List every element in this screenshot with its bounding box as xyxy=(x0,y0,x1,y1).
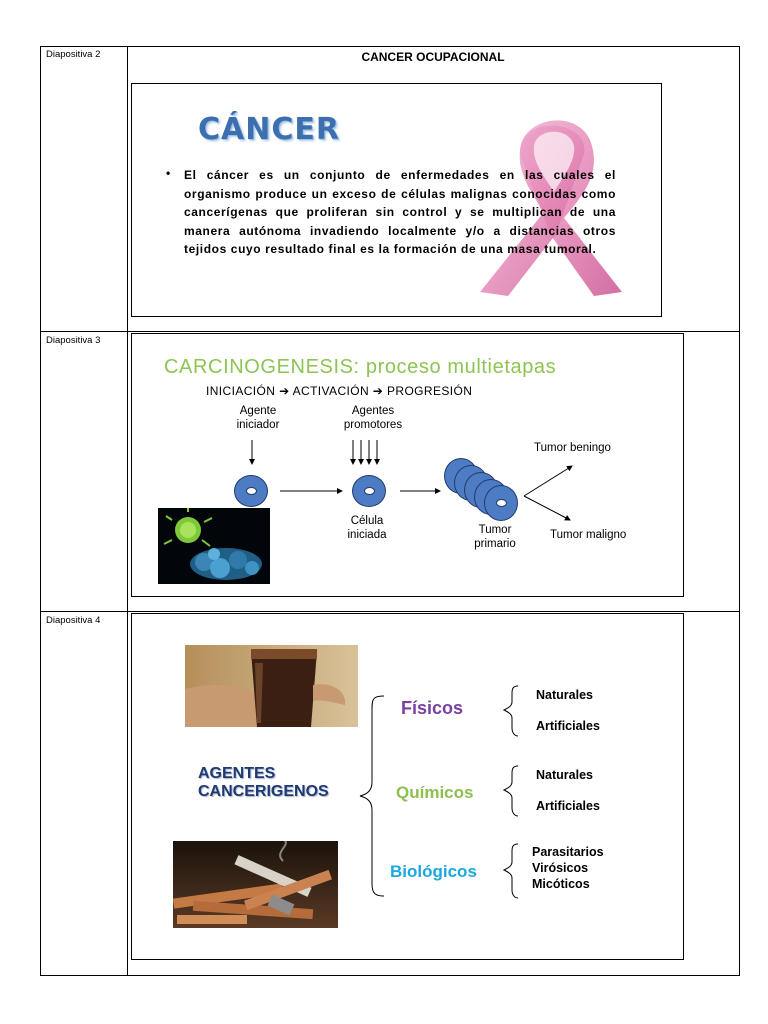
slide-carcinogenic-agents xyxy=(131,613,684,960)
item-quimicos-artificiales: Artificiales xyxy=(536,799,600,813)
item-quimicos-naturales: Naturales xyxy=(536,768,593,782)
tumor-cell-5 xyxy=(484,485,518,521)
item-biologicos-virosicos: Virósicos xyxy=(532,861,589,875)
category-quimicos: Químicos xyxy=(396,783,474,802)
page-title: CANCER OCUPACIONAL xyxy=(361,50,505,64)
slide-title: CÁNCER xyxy=(198,112,340,147)
slide-carcinogenesis xyxy=(131,333,684,597)
stages-sequence: INICIACIÓN ➔ ACTIVACIÓN ➔ PROGRESIÓN xyxy=(206,384,473,398)
item-biologicos-micoticos: Micóticos xyxy=(532,877,590,891)
table-border-top xyxy=(40,46,740,47)
agents-title: AGENTES CANCERIGENOS xyxy=(198,765,329,800)
row-label-3: Diapositiva 4 xyxy=(46,615,101,626)
label-tumor-benign: Tumor beningo xyxy=(534,442,611,454)
item-biologicos-parasitarios: Parasitarios xyxy=(532,845,604,859)
table-row-divider-2 xyxy=(40,611,740,612)
category-biologicos: Biológicos xyxy=(390,862,477,881)
label-agent-initiator: Agente iniciador xyxy=(236,405,280,431)
row-label-1: Diapositiva 2 xyxy=(46,49,101,60)
table-border-left xyxy=(40,46,41,976)
normal-cell xyxy=(234,475,268,507)
slide-cancer xyxy=(131,83,662,317)
label-tumor-primary: Tumor primario xyxy=(474,524,516,550)
table-border-right xyxy=(739,46,740,976)
slide-title: CARCINOGENESIS: proceso multietapas xyxy=(164,356,557,378)
table-border-bottom xyxy=(40,975,740,976)
label-tumor-malignant: Tumor maligno xyxy=(550,529,627,541)
label-cell-initiated: Célula iniciada xyxy=(347,515,387,541)
category-fisicos: Físicos xyxy=(401,698,464,718)
cancer-cells-image xyxy=(158,508,270,584)
table-column-divider xyxy=(127,46,128,976)
item-fisicos-artificiales: Artificiales xyxy=(536,719,600,733)
label-agents-promoters: Agentes promotores xyxy=(343,405,403,431)
item-fisicos-naturales: Naturales xyxy=(536,688,593,702)
row-label-2: Diapositiva 3 xyxy=(46,335,101,346)
initiated-cell xyxy=(352,475,386,507)
bullet-marker: • xyxy=(166,166,171,180)
cancer-definition: El cáncer es un conjunto de enfermedades en las cuales el organismo produce un exceso de células malignas conocidas como cancerígenas que proliferan sin control y se multiplican de una manera autónoma invadiendo localmente y/o a distancias otros tejidos cuyo resultado final es la formación de una masa tumoral. xyxy=(184,168,616,257)
table-row-divider-1 xyxy=(40,331,740,332)
